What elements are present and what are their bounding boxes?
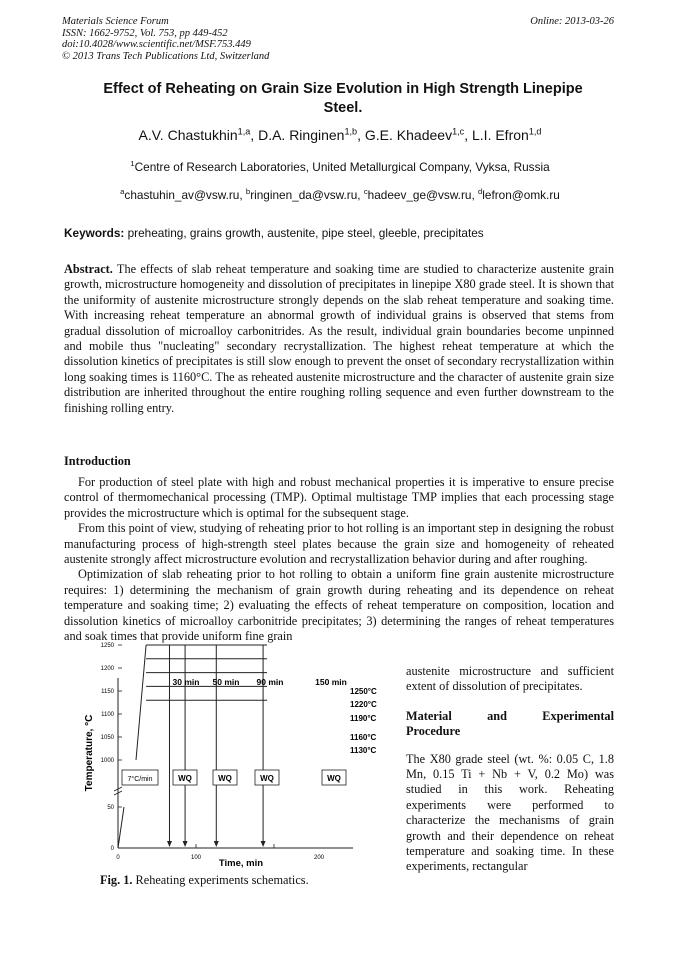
figure-1: [78, 643, 377, 883]
heating-rate-label: 7°C/min: [127, 776, 153, 783]
intro-paragraph-3-continued: austenite microstructure and sufficient extent of dissolution of precipitates.: [406, 664, 614, 694]
y-tick-label: 1000: [100, 758, 114, 764]
intro-paragraph-3: Optimization of slab reheating prior to hot rolling to obtain a uniform fine grain austenite microstructure requires: 1) determining the mechanism of grain growth during reheating and its dependence on reheat temperature and soaking time; 2) evaluating the effects of reheat temperature on composition, location and dissolution kinetics of microalloy carbonitride precipitates; 3) determining the ranges of reheat temperatures and soak times that provide uniform fine grain: [64, 567, 614, 644]
y-tick-label: 50: [107, 805, 114, 811]
keywords-text: preheating, grains growth, austenite, pipe steel, gleeble, precipitates: [124, 226, 484, 240]
email-link[interactable]: ringinen_da@vsw.ru: [250, 188, 358, 202]
figure-caption: [100, 873, 309, 888]
author-sup: 1,b: [344, 126, 358, 137]
chart-marks: [114, 645, 274, 848]
author-sup: 1,d: [528, 126, 542, 137]
figure-caption-label: Fig. 1.: [100, 873, 133, 887]
y-tick-label: 0: [110, 846, 114, 852]
author-sup: 1,a: [237, 126, 251, 137]
title-line-2: Steel.: [323, 100, 363, 116]
quench-arrow: [261, 841, 266, 847]
y-tick-label: 1050: [100, 735, 114, 741]
figure-caption-text: Reheating experiments schematics.: [135, 873, 309, 887]
soak-time-label: 150 min: [315, 677, 347, 687]
x-tick-label: 0: [116, 855, 120, 861]
author-name: D.A. Ringinen: [258, 127, 345, 143]
quench-arrow: [214, 841, 219, 847]
abstract-label: Abstract.: [64, 262, 113, 276]
y-tick-label: 1250: [100, 643, 114, 649]
author-list: A.V. Chastukhin$^{1,a}$, D.A. Ringinen$^{1,b}$, G.E. Khadeev$^{1,c}$, L.I. Efron$^{1,d}$: [138, 126, 542, 143]
affiliation-text: Centre of Research Laboratories, United Metallurgical Company, Vyksa, Russia: [134, 160, 550, 174]
intro-paragraph-1: For production of steel plate with high and robust mechanical properties it is imperative to ensure precise control of thermomechanical processing (TMP). Optimal multistage TMP implies that each processing stage provides the microstructure which is optimal for the subsequent stage.: [64, 475, 614, 520]
title-line-1: Effect of Reheating on Grain Size Evolution in High Strength Linepipe: [103, 81, 583, 97]
author-sup: 1,c: [452, 126, 465, 137]
temperature-label: 1130°C: [350, 746, 377, 755]
intro-section: [64, 475, 614, 644]
email-sup: a: [120, 187, 125, 197]
email-list: $^a$chastuhin_av@vsw.ru, $^b$ringinen_da@vsw.ru, $^c$hadeev_ge@vsw.ru, $^d$lefron@omk.ru: [120, 187, 560, 202]
y-tick-label: 1150: [101, 689, 114, 695]
section-heading-material: Material and Experimental: [406, 708, 614, 723]
y-axis-label: Temperature, °C: [84, 714, 95, 792]
y-tick-label: 1100: [101, 712, 114, 718]
email-link[interactable]: hadeev_ge@vsw.ru: [367, 188, 472, 202]
wq-label: WQ: [178, 774, 192, 783]
issn: ISSN: 1662-9752, Vol. 753, pp 449-452: [62, 27, 228, 39]
x-tick-label: 200: [313, 855, 325, 861]
soak-time-label: 30 min: [172, 677, 200, 687]
soak-time-label: 90 min: [256, 677, 284, 687]
x-axis-label: Time, min: [218, 858, 264, 869]
material-paragraph: The X80 grade steel (wt. %: 0.05 C, 1.8 Mn, 0.15 Ti + Nb + V, 0.2 Mo) was studied in this work. Reheating experiments were performed to characterize the mechanisms of grain growth and their dependence on reheat temperature and soaking time. In these experiments, rectangular: [406, 751, 614, 874]
journal-name: Materials Science Forum: [62, 16, 169, 27]
email-sup: d: [478, 187, 483, 197]
author-name: L.I. Efron: [472, 127, 529, 143]
abstract: [64, 262, 614, 416]
heating-ramp-line: [136, 645, 146, 760]
y-tick-label: 1200: [100, 666, 114, 672]
temperature-label: 1190°C: [350, 714, 377, 723]
journal-header: [62, 16, 269, 62]
intro-paragraph-2: From this point of view, studying of reheating prior to hot rolling is an important step in designing the robust manufacturing process of high-strength steel plates because the grain size and homogeneity of reheated austenite strongly affect microstructure evolution and recrystallization behavior during and after roughing.: [64, 521, 614, 567]
right-column: [406, 664, 614, 875]
soak-time-label: 50 min: [212, 677, 240, 687]
quench-arrow: [167, 841, 172, 847]
wq-label: WQ: [260, 774, 274, 783]
wq-label: WQ: [218, 774, 232, 783]
email-link[interactable]: chastuhin_av@vsw.ru: [124, 188, 240, 202]
temperature-label: 1250°C: [350, 687, 377, 696]
temperature-label: 1160°C: [350, 733, 377, 742]
paper-title: [70, 80, 616, 118]
doi: doi:10.4028/www.scientific.net/MSF.753.449: [62, 39, 251, 50]
section-heading-procedure: Procedure: [406, 724, 461, 739]
quench-arrow: [183, 841, 188, 847]
copyright: © 2013 Trans Tech Publications Ltd, Switzerland: [62, 50, 270, 62]
affiliation-sup: 1: [130, 159, 135, 169]
wq-label: WQ: [327, 774, 341, 783]
online-date: Online: 2013-03-26: [530, 16, 614, 27]
x-tick-label: 100: [190, 855, 202, 861]
abstract-text: The effects of slab reheat temperature and soaking time are studied to characterize austenite grain growth, microstructure homogeneity and dissolution of precipitates in linepipe X80 grade steel. It is shown that the uniformity of austenite microstructure strongly depends on the slab reheat temperature and soaking time. With increasing reheat temperature an abnormal growth of individual grains is observed that stems from gradual dissolution of microalloy carbonitrides. As the result, individual grain boundaries become unpinned and mobile thus "nucleating" secondary recrystallization. The highest reheat temperature at which the dissolution kinetics of precipitates is still slow enough to prevent the onset of secondary recrystallization within long soaking times is 1160°C. The as reheated austenite microstructure and the character of austenite grain size distribution are inherited throughout the entire roughing rolling sequence and even further downstream to the finishing rolling entry.: [64, 262, 614, 415]
author-name: A.V. Chastukhin: [138, 127, 238, 143]
heating-ramp-line: [118, 807, 124, 848]
email-sup: c: [363, 187, 368, 197]
affiliation: [62, 160, 618, 175]
email-link[interactable]: lefron@omk.ru: [482, 188, 560, 202]
email-sup: b: [245, 187, 251, 197]
temperature-label: 1220°C: [350, 700, 377, 709]
keywords-label: Keywords:: [64, 226, 125, 240]
keywords: [64, 226, 618, 241]
author-name: G.E. Khadeev: [364, 127, 453, 143]
intro-heading: Introduction: [64, 454, 131, 468]
reheating-chart: [78, 643, 377, 883]
